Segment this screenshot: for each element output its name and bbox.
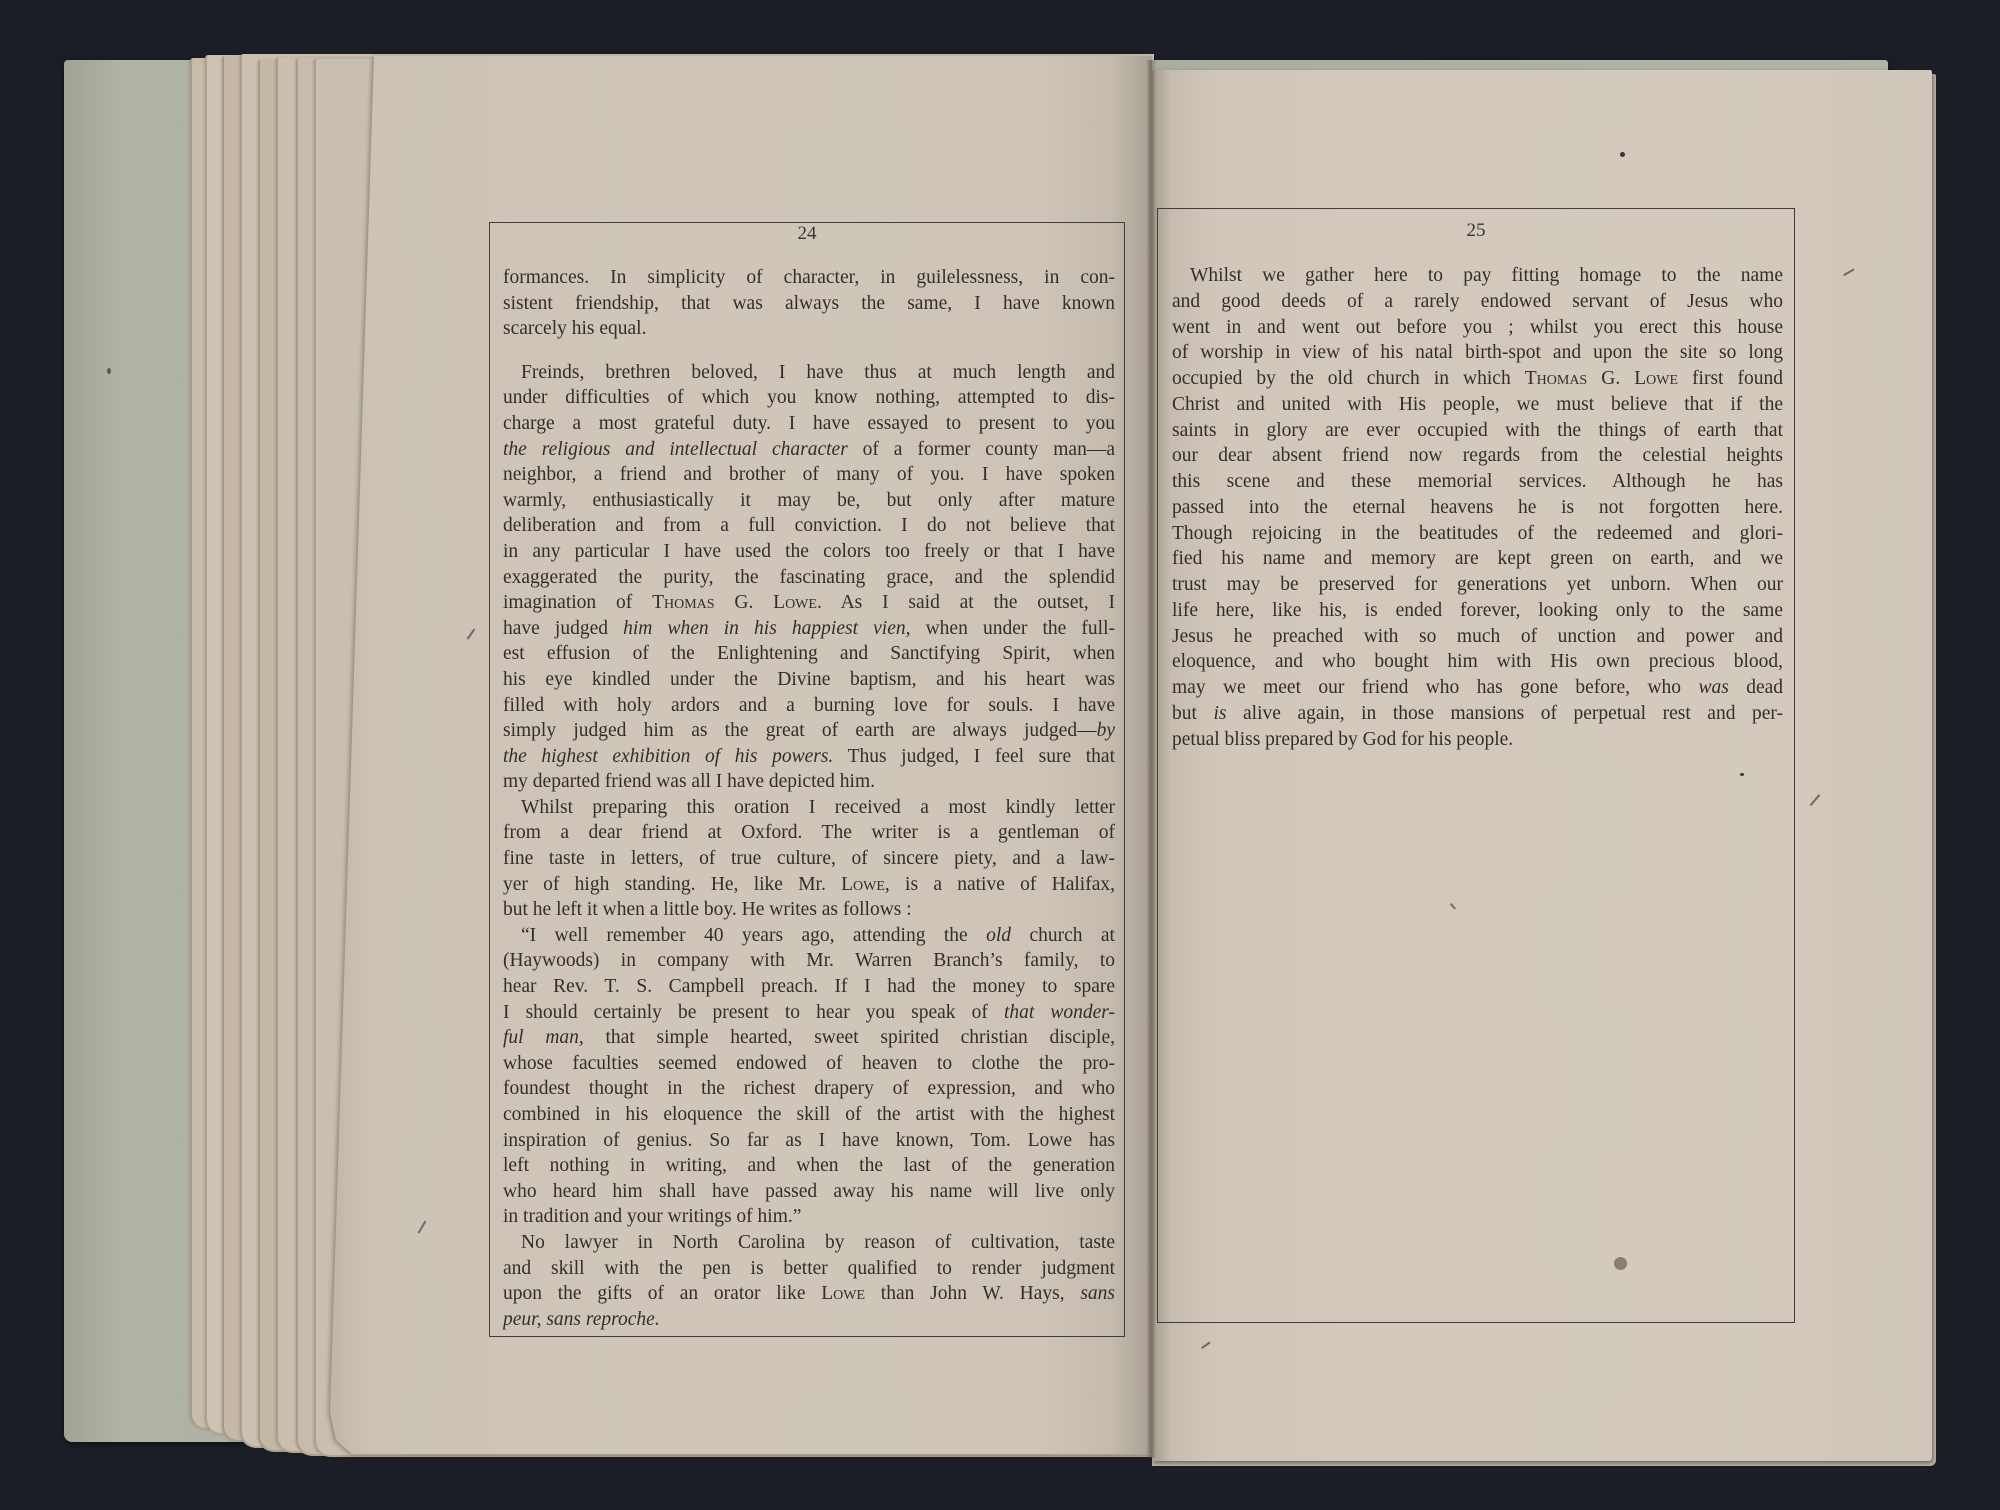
text-line [503,1230,1115,1256]
text-line [503,539,1115,565]
book-gutter [1146,60,1156,1458]
text-run: from a dear friend at Oxford. The writer is a gentleman of [503,822,1115,844]
text-run: saints in glory are ever occupied with the things of earth that [1172,419,1783,441]
small-caps-name: Lowe [821,1283,866,1305]
text-run: of a former county man—a [847,438,1115,460]
text-line [503,513,1115,539]
text-line [503,616,1115,642]
text-line [503,667,1115,693]
text-run: neighbor, a friend and brother of many of you. I have spoken [503,464,1115,486]
page-24-text [503,265,1115,1332]
text-run: est effusion of the Enlightening and Sanctifying Spirit, when [503,643,1115,665]
paper-speck [1620,152,1625,157]
text-line [503,744,1115,770]
text-run: my departed friend was all I have depicted him. [503,771,875,793]
text-run: have judged [503,617,624,639]
text-run: may we meet our friend who has gone before, who [1172,677,1699,698]
text-line [1172,727,1783,753]
text-run: exaggerated the purity, the fascinating grace, and the splendid [503,566,1115,588]
italic-text: was [1698,677,1729,698]
text-run: fine taste in letters, of true culture, of sincere piety, and a law- [503,848,1115,870]
text-run: combined in his eloquence the skill of the artist with the highest [503,1104,1115,1125]
text-run: and skill with the pen is better qualified to render judgment [503,1257,1115,1279]
text-line [1172,546,1783,572]
paper-speck [107,368,111,374]
text-line [503,693,1115,719]
text-line [503,1076,1115,1102]
text-run: but he left it when a little boy. He writes as follows : [503,899,912,921]
text-run: occupied by the old church in which [1172,368,1525,389]
text-run: this scene and these memorial services. Although he has [1172,471,1783,492]
small-caps-name: Lowe [841,873,885,895]
text-line [503,488,1115,514]
italic-text: old [986,924,1012,946]
page-25-text [1172,263,1783,752]
text-line [1172,675,1783,701]
text-line [1172,366,1783,392]
text-run: charge a most grateful duty. I have essayed to present to you [503,412,1115,434]
text-line [503,948,1115,974]
text-run: Freinds, brethren beloved, I have thus at much length and [521,361,1115,383]
paragraph [503,1230,1115,1332]
page-number: 24 [797,223,817,244]
text-line [503,1051,1115,1077]
text-run: but [1172,702,1214,724]
text-run: , is a native of Halifax, [884,873,1115,895]
text-run: than John W. Hays, [865,1283,1081,1305]
italic-text: by [1096,720,1115,742]
text-line [1172,443,1783,469]
page-number: 25 [1466,220,1486,241]
text-line [503,718,1115,744]
text-line [503,316,1115,342]
text-run: his eye kindled under the Divine baptism, and his heart was [503,668,1115,690]
text-run: inspiration of genius. So far as I have known, Tom. Lowe has [503,1129,1115,1151]
text-line [1172,340,1783,366]
text-run: sistent friendship, that was always the same, I have known [503,292,1115,314]
text-line [503,820,1115,846]
text-run: (Haywoods) in company with Mr. Warren Branch’s family, to [503,950,1115,972]
text-line [503,1179,1115,1205]
italic-text: him when in his happiest vien, [623,617,911,639]
text-run: formances. In simplicity of character, in guilelessness, in con- [503,267,1115,288]
text-line [1172,521,1783,547]
text-line [503,1153,1115,1179]
paragraph [503,265,1115,342]
text-run: alive again, in those mansions of perpetual rest and per- [1226,702,1783,724]
text-line [503,1307,1115,1333]
text-line [1172,418,1783,444]
text-line [503,385,1115,411]
text-run: that simple hearted, sweet spirited christian disciple, [583,1027,1115,1049]
italic-text: that wonder- [1003,1001,1115,1023]
text-run: passed into the eternal heavens he is not forgotten here. [1172,496,1783,518]
italic-text: ful man, [503,1027,584,1049]
text-line [503,846,1115,872]
text-run: of worship in view of his natal birth-spot and upon the site so long [1172,342,1783,364]
text-line [503,1281,1115,1307]
text-run: our dear absent friend now regards from the celestial heights [1172,445,1783,467]
text-line [503,974,1115,1000]
text-run: warmly, enthusiastically it may be, but only after mature [503,489,1115,511]
text-line [503,360,1115,386]
small-caps-name: Thomas G. Lowe [652,592,817,614]
text-run: foundest thought in the richest drapery of expression, and who [503,1078,1115,1100]
text-line [503,1204,1115,1230]
italic-text: the highest exhibition of his powers. [503,745,834,767]
italic-text: peur, sans reproche. [503,1308,660,1330]
text-line [503,437,1115,463]
text-run: Whilst preparing this oration I received a most kindly letter [521,796,1115,818]
quotation-paragraph [503,923,1115,1230]
italic-text: is [1213,702,1227,724]
text-line [503,565,1115,591]
text-run: deliberation and from a full conviction. I do not believe that [503,515,1115,537]
text-run: “I well remember 40 years ago, attending the [521,924,987,946]
text-line [503,462,1115,488]
text-line [1172,572,1783,598]
text-run: simply judged him as the great of earth are always judged— [503,720,1097,742]
paragraph [503,360,1115,795]
text-line [1172,392,1783,418]
text-run: Though rejoicing in the beatitudes of the redeemed and glori- [1172,522,1783,544]
text-run: filled with holy ardors and a burning love for souls. I have [503,694,1115,716]
text-run: who heard him shall have passed away his name will live only [503,1180,1115,1202]
text-line [1172,289,1783,315]
text-line [1172,624,1783,650]
text-run: I should certainly be present to hear you speak of [503,1001,1004,1023]
text-line [503,795,1115,821]
text-line [503,923,1115,949]
text-run: Christ and united with His people, we must believe that if the [1172,393,1783,415]
text-line [503,1128,1115,1154]
text-run: in any particular I have used the colors too freely or that I have [503,540,1115,562]
text-line [1172,315,1783,341]
text-run: under difficulties of which you know nothing, attempted to dis- [503,387,1115,409]
text-run: in tradition and your writings of him.” [503,1206,802,1228]
text-line [503,291,1115,317]
text-run: left nothing in writing, and when the last of the generation [503,1155,1115,1177]
text-run: . As I said at the outset, I [816,592,1115,614]
text-run: first found [1678,368,1783,389]
text-run: fied his name and memory are kept green on earth, and we [1172,548,1783,570]
text-run: went in and went out before you ; whilst you erect this house [1172,316,1783,338]
paragraph [1172,263,1783,752]
text-run: trust may be preserved for generations yet unborn. When our [1172,574,1783,595]
text-line [503,1000,1115,1026]
text-run: petual bliss prepared by God for his people. [1172,728,1514,750]
text-run: dead [1728,677,1783,698]
text-run: life here, like his, is ended forever, looking only to the same [1172,599,1783,621]
small-caps-name: Thomas G. Lowe [1524,368,1679,389]
text-run: Whilst we gather here to pay fitting homage to the name [1190,265,1783,286]
text-line [503,897,1115,923]
text-line [1172,598,1783,624]
text-line [1172,701,1783,727]
text-line [503,265,1115,291]
text-run: upon the gifts of an orator like [503,1283,822,1305]
text-run: Thus judged, I feel sure that [833,745,1115,767]
text-line [1172,649,1783,675]
text-line [503,769,1115,795]
text-line [1172,469,1783,495]
text-run: yer of high standing. He, like Mr. [503,873,842,895]
text-run: church at [1011,924,1115,946]
text-run: when under the full- [910,617,1115,639]
text-line [503,1256,1115,1282]
paper-speck [1740,773,1744,776]
text-run: whose faculties seemed endowed of heaven to clothe the pro- [503,1052,1115,1074]
text-run: Jesus he preached with so much of unction and power and [1172,625,1783,647]
text-run: imagination of [503,592,653,614]
text-run: scarcely his equal. [503,318,647,340]
text-line [1172,495,1783,521]
text-run: and good deeds of a rarely endowed servant of Jesus who [1172,290,1783,312]
text-line [503,872,1115,898]
text-line [503,1025,1115,1051]
text-line [503,411,1115,437]
text-line [503,1102,1115,1128]
text-line [1172,263,1783,289]
text-run: No lawyer in North Carolina by reason of cultivation, taste [521,1231,1115,1253]
text-run: eloquence, and who bought him with His own precious blood, [1172,651,1783,673]
paragraph [503,795,1115,923]
text-run: hear Rev. T. S. Campbell preach. If I had the money to spare [503,976,1115,998]
text-line [503,641,1115,667]
italic-text: the religious and intellectual character [503,438,848,460]
italic-text: sans [1080,1283,1115,1305]
paper-blotch [1614,1257,1627,1270]
text-line [503,590,1115,616]
